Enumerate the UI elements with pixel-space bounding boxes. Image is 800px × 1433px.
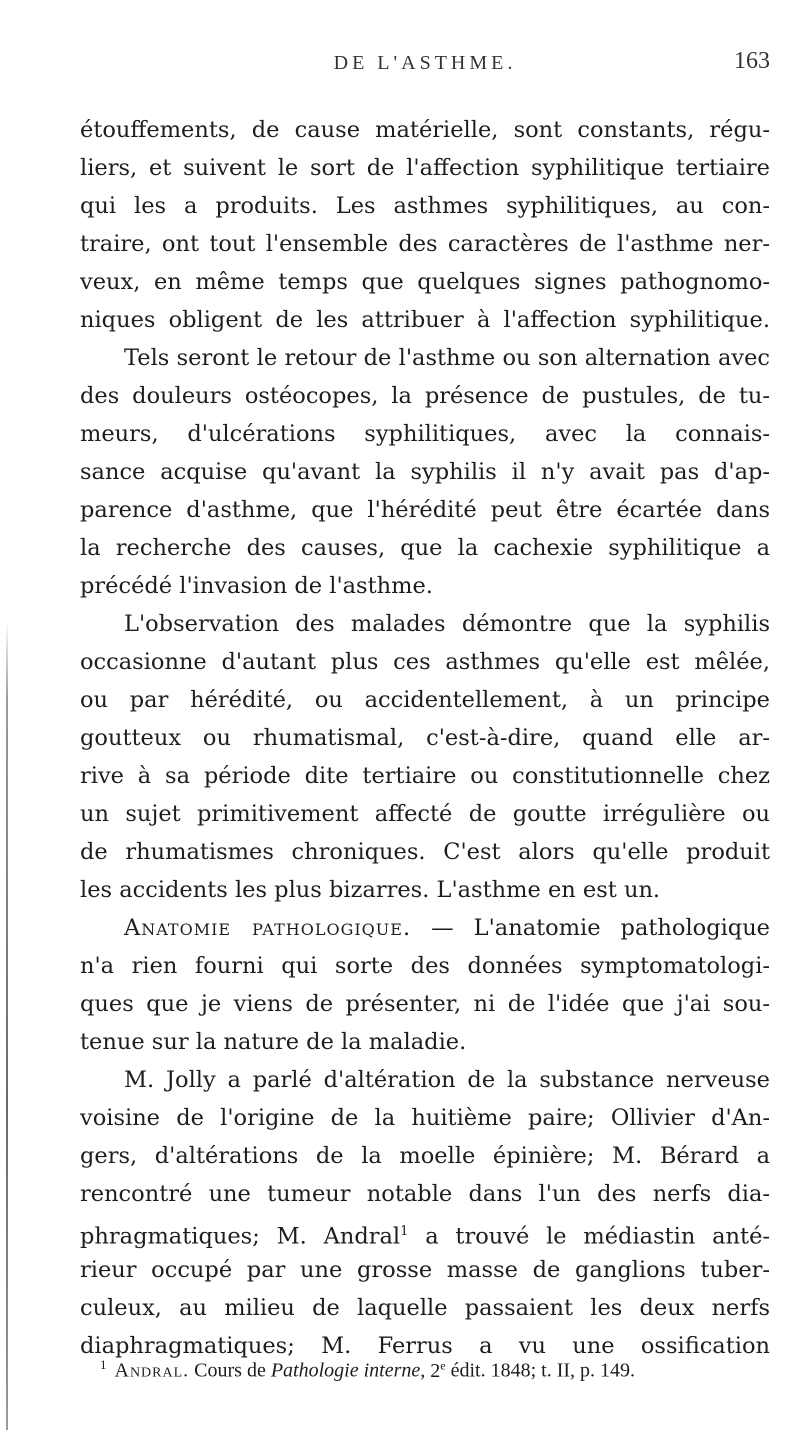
text-line: goutteux ou rhumatismal, c'est-à-dire, quand elle ar- <box>80 725 770 751</box>
text-line: parence d'asthme, que l'hérédité peut être écartée dans <box>80 497 770 523</box>
text-line: rencontré une tumeur notable dans l'un des nerfs dia- <box>80 1181 770 1207</box>
text-line: ques que je viens de présenter, ni de l'idée que j'ai sou- <box>80 991 770 1017</box>
text-line: liers, et suivent le sort de l'affection syphilitique tertiaire <box>80 155 770 181</box>
footnote <box>80 1357 770 1383</box>
text-line: M. Jolly a parlé d'altération de la substance nerveuse <box>124 1067 770 1093</box>
text-line: sance acquise qu'avant la syphilis il n'y avait pas d'ap- <box>80 459 770 485</box>
text-line: rieur occupé par une grosse masse de ganglions tuber- <box>80 1257 770 1283</box>
running-title: DE L'ASTHME. <box>333 52 517 74</box>
text-line: niques obligent de les attribuer à l'affection syphilitique. <box>80 307 770 333</box>
text-line: ou par hérédité, ou accidentellement, à un principe <box>80 687 770 713</box>
footnote-text-before: Cours de <box>194 1359 266 1382</box>
footnote-edition-number: 2 <box>430 1359 441 1382</box>
text-line: étouffements, de cause matérielle, sont constants, régu- <box>80 117 770 143</box>
text-line: précédé l'invasion de l'asthme. <box>80 573 433 599</box>
footnote-edition <box>430 1360 445 1382</box>
footnote-title: Pathologie interne, <box>270 1359 426 1382</box>
text-line: n'a rien fourni qui sorte des données symptomatologi- <box>80 953 770 979</box>
text-line: veux, en même temps que quelques signes pathognomo- <box>80 269 770 295</box>
footnote-reference: 1 <box>400 1224 409 1239</box>
text-line: meurs, d'ulcérations syphilitiques, avec la connais- <box>80 421 770 447</box>
footnote-edition-suffix: e <box>440 1358 446 1372</box>
section-line-text: — L'anatomie pathologique <box>431 915 770 941</box>
text-line: gers, d'altérations de la moelle épinière; M. Bérard a <box>80 1143 770 1169</box>
text-line: les accidents les plus bizarres. L'asthme en est un. <box>80 877 661 903</box>
section-heading: Anatomie pathologique. <box>124 915 412 941</box>
page-header <box>80 42 770 82</box>
body-text <box>80 111 770 1365</box>
text-line: de rhumatismes chroniques. C'est alors qu'elle produit <box>80 839 770 865</box>
text-line: Tels seront le retour de l'asthme ou son alternation avec <box>124 345 770 371</box>
section-line <box>80 909 770 947</box>
text-line: traire, ont tout l'ensemble des caractères de l'asthme ner- <box>80 231 770 257</box>
footnote-text-after: édit. 1848; t. II, p. 149. <box>450 1359 636 1382</box>
text-line: des douleurs ostéocopes, la présence de pustules, de tu- <box>80 383 770 409</box>
text-line: qui les a produits. Les asthmes syphilitiques, au con- <box>80 193 770 219</box>
text-line: occasionne d'autant plus ces asthmes qu'elle est mêlée, <box>80 649 770 675</box>
text-line: L'observation des malades démontre que la syphilis <box>124 611 770 637</box>
footnote-mark: 1 <box>100 1357 107 1372</box>
text-line: rive à sa période dite tertiaire ou constitutionnelle chez <box>80 763 770 789</box>
scan-edge-shadow <box>6 620 8 1430</box>
page-number: 163 <box>734 48 770 74</box>
footnote-author: Andral. <box>114 1359 190 1382</box>
andral-line <box>80 1213 770 1251</box>
text-line: la recherche des causes, que la cachexie syphilitique a <box>80 535 770 561</box>
andral-line-after: a trouvé le médiastin anté- <box>425 1223 771 1250</box>
text-line: tenue sur la nature de la maladie. <box>80 1029 467 1055</box>
andral-line-before: phragmatiques; M. Andral <box>80 1223 401 1250</box>
text-line: culeux, au milieu de laquelle passaient les deux nerfs <box>80 1295 770 1321</box>
text-line: un sujet primitivement affecté de goutte irrégulière ou <box>80 801 770 827</box>
text-line: diaphragmatiques; M. Ferrus a vu une ossification <box>80 1333 770 1359</box>
text-line: voisine de l'origine de la huitième paire; Ollivier d'An- <box>80 1105 770 1131</box>
